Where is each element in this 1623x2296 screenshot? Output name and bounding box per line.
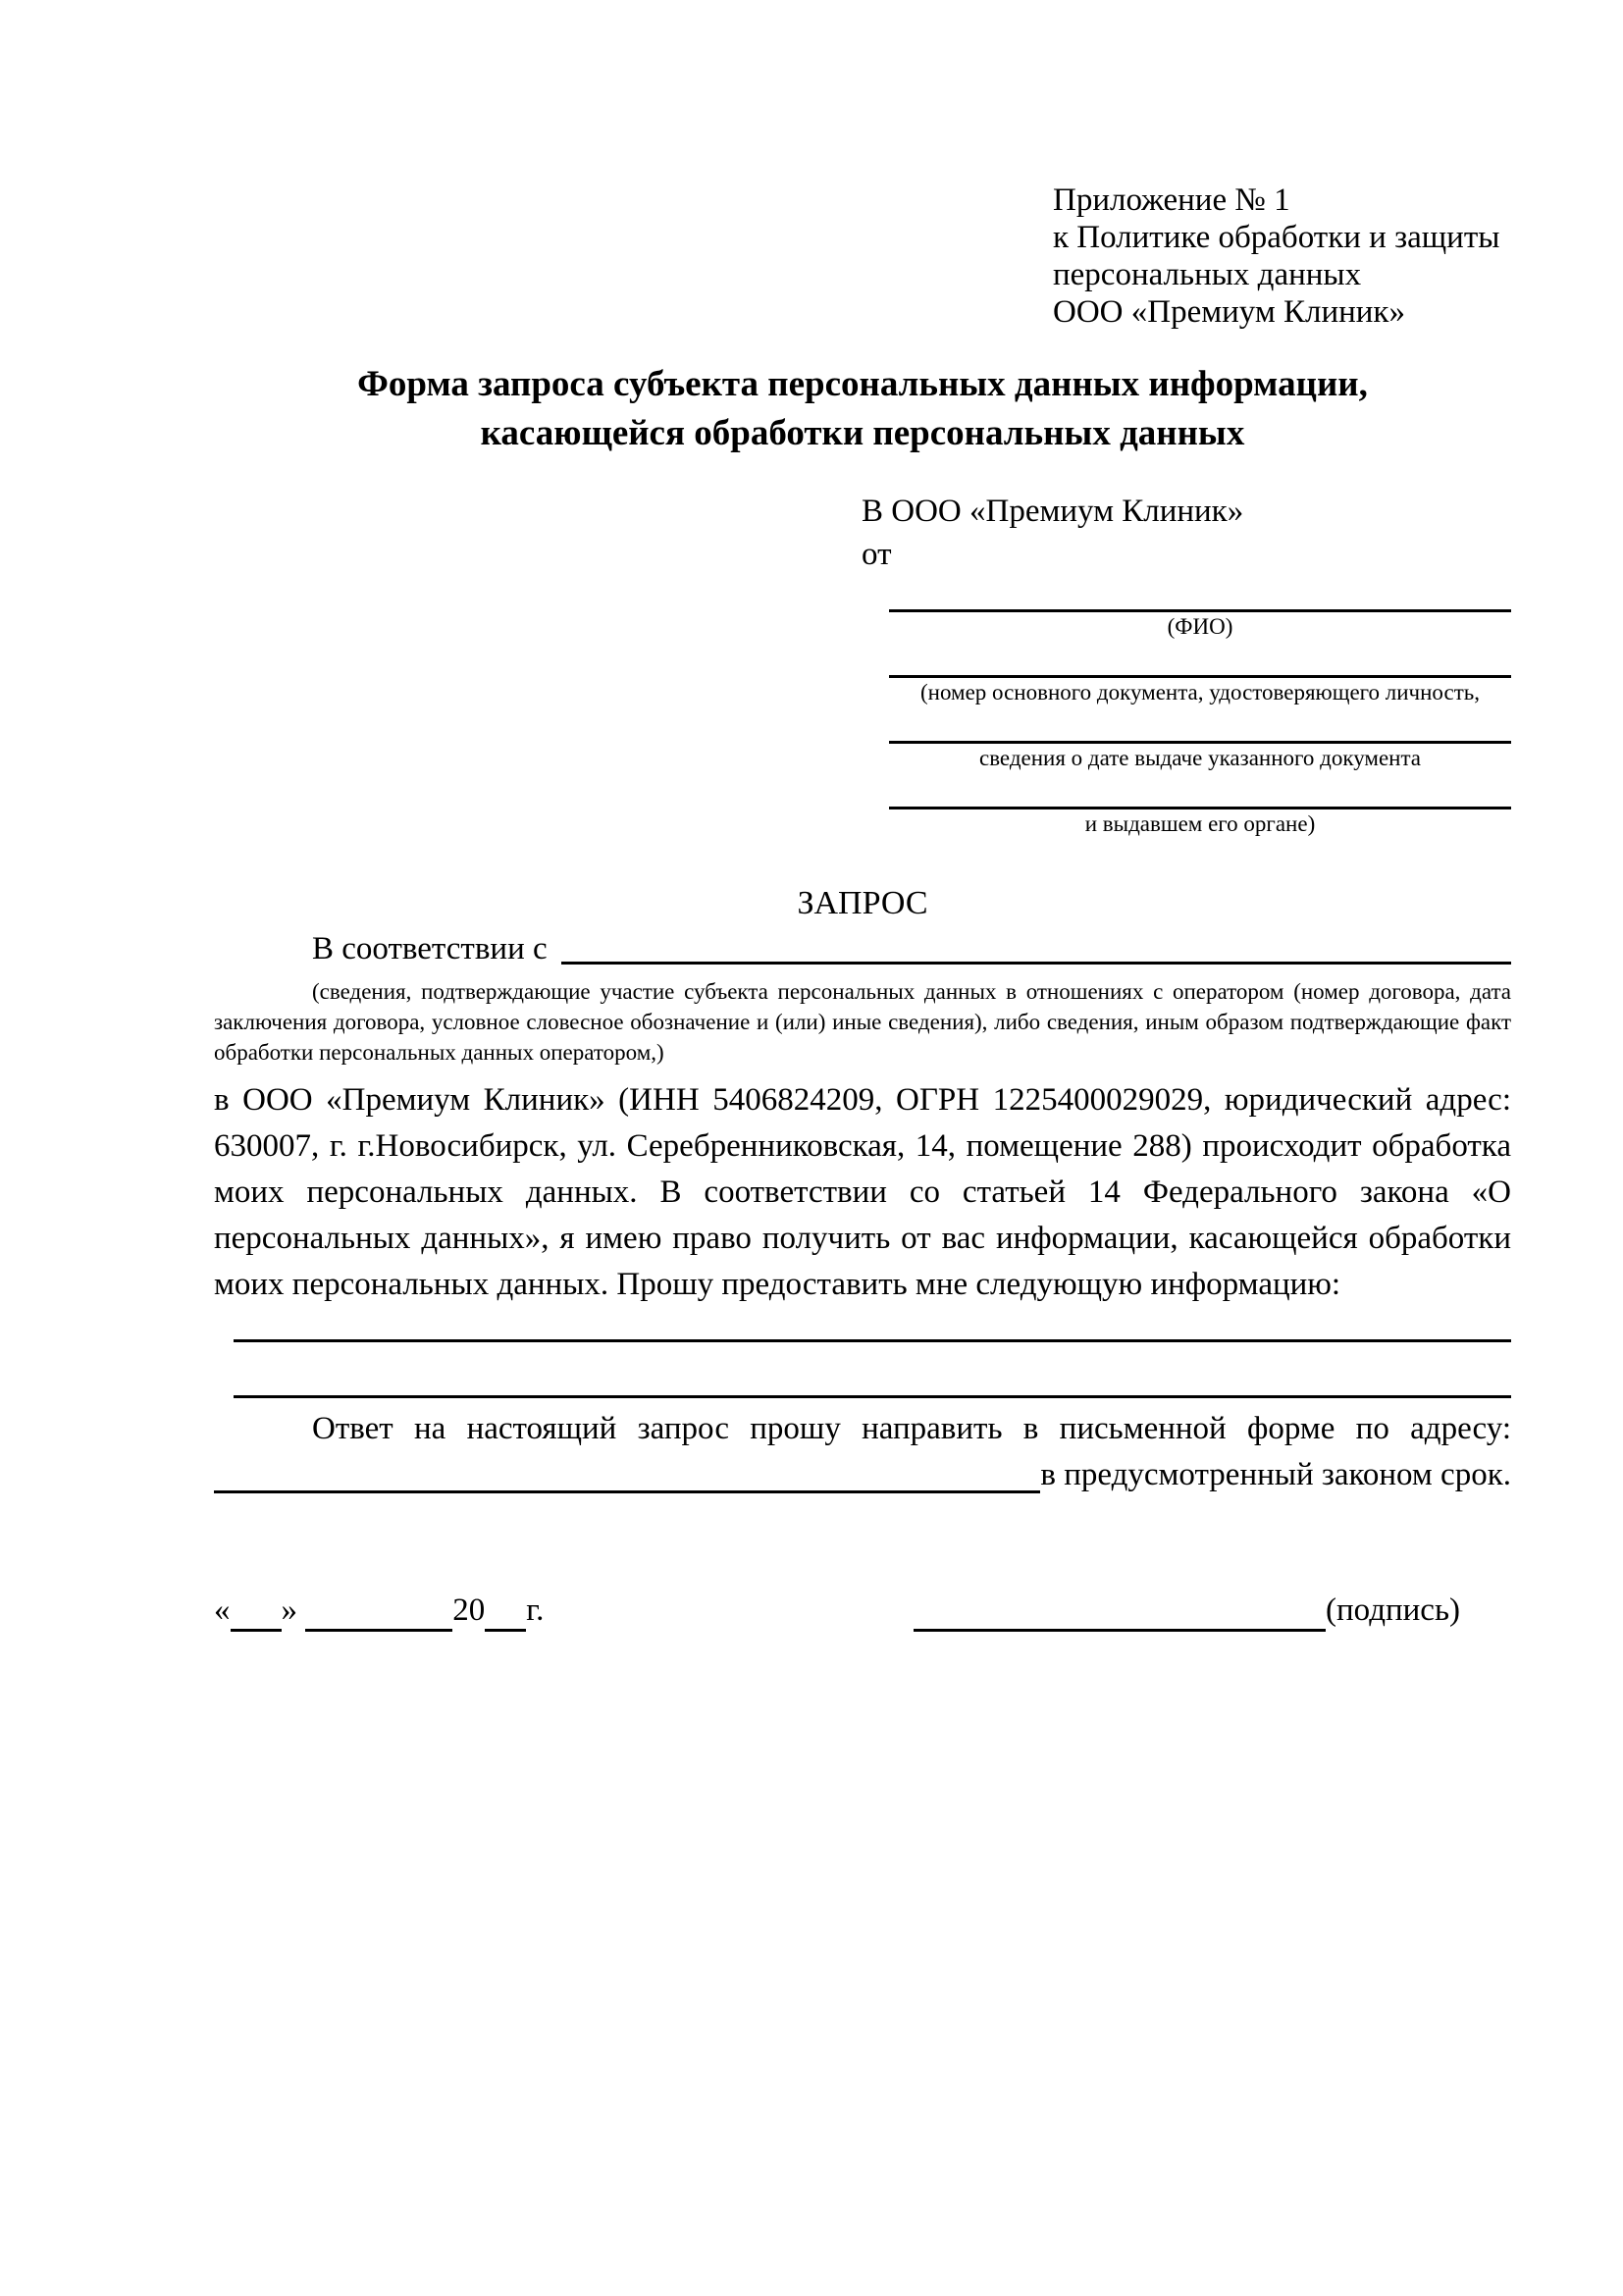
date-signature-row (214, 1589, 1511, 1632)
requested-info-blank-2 (234, 1395, 1511, 1398)
response-address-blank (214, 1490, 1040, 1493)
document-number-field-blank (889, 642, 1511, 678)
annex-note-line: к Политике обработки и защиты (1053, 220, 1500, 255)
date-day-blank (231, 1599, 282, 1632)
annex-note-line: Приложение № 1 (1053, 183, 1290, 218)
accordance-field-note: (сведения, подтверждающие участие субъекта персональных данных в отношениях с оператором (номер договора, дата заключения договора, условное словесное обозначение и (или) иные сведения), либо сведения, иным образом подтверждающие факт обработки персональных данных оператором,) (214, 979, 1511, 1065)
response-address-row (214, 1452, 1511, 1498)
response-delivery-line: Ответ на настоящий запрос прошу направить в письменной форме по адресу: (312, 1411, 1511, 1446)
fio-field-caption: (ФИО) (1167, 614, 1233, 639)
date-field (214, 1589, 544, 1632)
date-year-suffix: г. (526, 1592, 545, 1628)
page-title-line2: касающейся обработки персональных данных (480, 413, 1245, 453)
document-number-field-caption: (номер основного документа, удостоверяющего личность, (919, 680, 1480, 704)
request-body-paragraph: в ООО «Премиум Клиник» (ИНН 5406824209, ОГРН 1225400029029, юридический адрес: 630007, г. г.Новосибирск, ул. Серебренниковская, 14, помещение 288) происходит обработка моих персональных данных. В соответствии со статьей 14 Федерального закона «О персональных данных», я имею право получить от вас информации, касающейся обработки моих персональных данных. Прошу предоставить мне следующую информацию: (214, 1082, 1511, 1302)
date-year-prefix: 20 (452, 1592, 486, 1628)
addressee-to: В ООО «Премиум Клиник» (862, 494, 1244, 529)
date-month-blank (305, 1599, 452, 1632)
addressee-block (862, 490, 1511, 839)
date-quote-close: » (281, 1592, 297, 1628)
issue-date-field-blank (889, 707, 1511, 744)
accordance-field-blank (561, 962, 1511, 965)
addressee-from-label: от (862, 537, 892, 572)
signature-blank (914, 1599, 1326, 1632)
page-title-line1: Форма запроса субъекта персональных данных информации, (357, 364, 1368, 404)
fio-field-blank (889, 576, 1511, 612)
date-quote-open: « (214, 1592, 231, 1628)
signature-field (914, 1589, 1460, 1632)
annex-note-line: ООО «Премиум Клиник» (1053, 294, 1405, 330)
annex-note (1053, 182, 1511, 331)
requested-info-blank-1 (234, 1339, 1511, 1342)
date-year-blank (485, 1599, 526, 1632)
request-heading: ЗАПРОС (797, 885, 928, 921)
response-delivery-suffix: в предусмотренный законом срок. (1040, 1457, 1511, 1492)
signature-caption: (подпись) (1326, 1592, 1460, 1628)
annex-note-line: персональных данных (1053, 257, 1362, 292)
issuing-authority-field-blank (889, 773, 1511, 809)
accordance-label: В соответствии с (312, 931, 548, 966)
issuing-authority-field-caption: и выдавшем его органе) (1084, 811, 1316, 836)
issue-date-field-caption: сведения о дате выдаче указанного документа (978, 746, 1422, 770)
page-title (214, 360, 1511, 458)
accordance-row (214, 927, 1511, 970)
